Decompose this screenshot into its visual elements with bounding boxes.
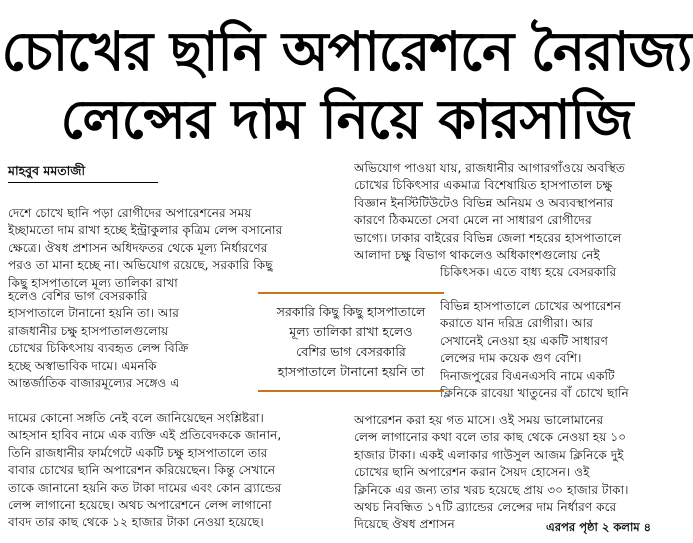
headline-line-1: চোখের ছানি অপারেশনে নৈরাজ্য [1,20,692,83]
text-line: হাসপাতালে টানানো হয়নি তা। আর [8,306,179,321]
pull-quote [258,292,444,392]
text-line: ইচ্ছামতো দাম রাখা হচ্ছে ইন্ট্রাকুলার কৃত্রিম লেন্স বসানোর [8,223,283,238]
text-line: ভাগ্যে। ঢাকার বাইরের বিভিন্ন জেলা শহরের হাসপাতালে [354,230,622,245]
continuation-note: এরপর পৃষ্ঠা ২ কলাম ৪ [546,520,652,534]
text-line: বাবদ তার কাছ থেকে ১২ হাজার টাকা নেওয়া হয়েছে। [8,515,264,530]
pull-quote-line: হাসপাতালে টানানো হয়নি তা [277,364,425,379]
text-line: তাকে জানানো হয়নি কত টাকা দামের এবং কোন ব্র্যান্ডের [8,480,282,495]
left-column-upper [8,205,343,292]
text-line: কারণে ঠিকমতো সেবা মেলে না সাধারণ রোগীদের [354,213,592,228]
text-line: লেন্স লাগানোর কথা বলে তার কাছ থেকে নেওয়া হয় ১০ [354,430,627,445]
right-column-middle [440,298,686,402]
text-line: আলাদা চক্ষু বিভাগ থাকলেও অধিকাংশগুলোয় নেই [354,247,600,262]
text-line: দিনাজপুরের বিএনএসবি নামে একটি [440,368,615,383]
text-line: অভিযোগ পাওয়া যায়, রাজধানীর আগারগাঁওয়ে অবস্থিত [354,161,626,175]
text-line: কিছু হাসপাতালে মূল্য তালিকা রাখা [8,275,178,290]
text-line: হচ্ছে অস্বাভাবিক দামে। এমনকি [8,358,157,373]
text-line: হলেও বেশির ভাগ বেসরকারি [8,289,148,303]
text-line: রাজধানীর চক্ষু হাসপাতালগুলোয় [8,323,169,338]
text-line: আহসান হাবিব নামে এক ব্যক্তি এই প্রতিবেদককে জানান, [8,428,282,443]
text-line: দেশে চোখে ছানি পড়া রোগীদের অপারেশনের সময় [8,206,252,220]
headline-line-2: লেন্সের দাম নিয়ে কারসাজি [60,88,633,151]
text-line: দামের কোনো সঙ্গতি নেই বলে জানিয়েছেন সংশ্লিষ্টরা। [8,411,264,425]
text-line: বিজ্ঞান ইনস্টিটিউটেও বিভিন্ন অনিয়ম ও অব্যবস্থাপনার [354,195,614,210]
byline: মাহবুব মমতাজী [8,160,158,183]
text-line: ক্ষেত্রে। ঔষধ প্রশাসন অধিদফতর থেকে মূল্য নির্ধারণের [8,240,268,255]
text-line: ক্লিনিকে রাবেয়া খাতুনের বাঁ চোখে ছানি [440,385,629,400]
text-line: করাতে যান দরিদ্র রোগীরা। আর [440,316,593,331]
text-line: তিনি রাজধানীর ফার্মগেটে একটি চক্ষু হাসপাতালে তার [8,445,268,460]
text-line: চোখের ছানি অপারেশন করান সৈয়দ হোসেন। ওই [354,465,590,480]
text-line: চিকিৎসক। এতে বাধ্য হয়ে বেসরকারি [440,265,617,280]
text-line: চোখের চিকিৎসার একমাত্র বিশেষায়িত হাসপাতাল চক্ষু [354,178,613,193]
text-line: পরও তা মানা হচ্ছে না। অভিযোগ রয়েছে, সরকারি কিছু [8,258,273,273]
text-line: হাজার টাকা। একই এলাকার গাউসুল আজম ক্লিনিকে দুই [354,447,624,462]
text-line: লেন্সের দাম কয়েক গুণ বেশি। [440,351,582,366]
right-column-upper [354,160,686,282]
pull-quote-line: বেশির ভাগ বেসরকারি [296,344,406,359]
pull-quote-line: সরকারি কিছু কিছু হাসপাতালে [276,304,426,319]
text-line: লেন্স লাগানো হয়েছে। অথচ অপারেশনে লেন্স লাগানো [8,497,272,512]
text-line: অথচ নিবন্ধিত ১৭টি ব্র্যান্ডের লেন্সের দাম নির্ধারণ করে [354,499,617,514]
text-line: অপারেশন করা হয় গত মাসে। ওই সময় ভালোমানের [354,413,604,427]
right-column-lower [354,412,686,534]
text-line: আন্তর্জাতিক বাজারমূল্যের সঙ্গেও এ [8,375,180,390]
text-line: দিয়েছে ঔষধ প্রশাসন [354,517,455,532]
text-line: চোখের চিকিৎসায় ব্যবহৃত লেন্স বিক্রি [8,341,189,356]
text-line: বিভিন্ন হাসপাতালে চোখের অপারেশন [440,299,621,313]
text-line: বাবার চোখের ছানি অপারেশন করিয়েছেন। কিন্তু সেখানে [8,463,276,478]
left-column-middle [8,288,250,392]
text-line: ক্লিনিকে এর জন্য তার খরচ হয়েছে প্রায় ৩০ হাজার টাকা। [354,482,629,497]
pull-quote-line: মূল্য তালিকা রাখা হলেও [289,324,413,339]
left-column-lower [8,410,343,532]
text-line: সেখানেই নেওয়া হয় একটি সাধারণ [440,333,608,348]
